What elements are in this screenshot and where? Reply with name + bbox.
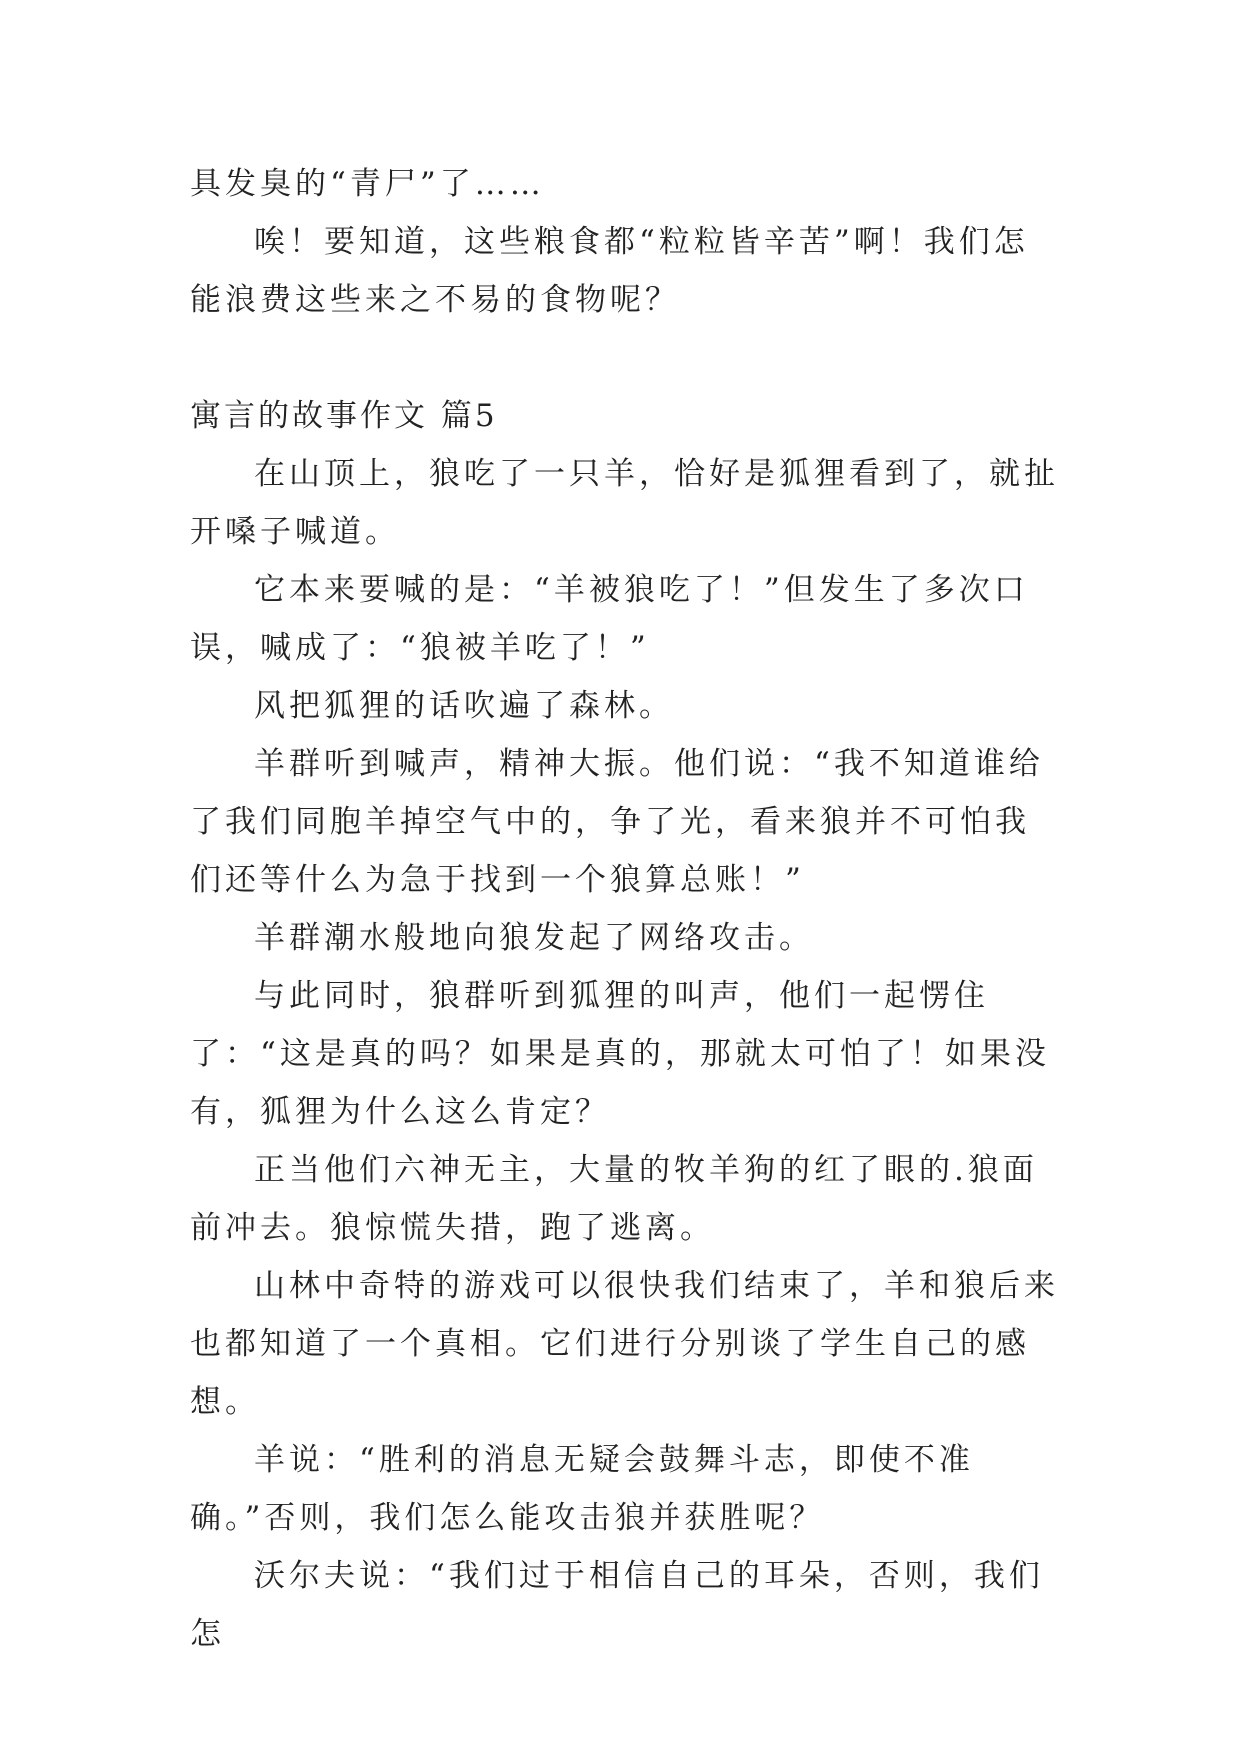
- paragraph: 它本来要喊的是：“羊被狼吃了！”但发生了多次口误，喊成了：“狼被羊吃了！”: [190, 572, 1029, 666]
- section-heading: 寓言的故事作文 篇5: [190, 398, 498, 434]
- paragraph: 山林中奇特的游戏可以很快我们结束了，羊和狼后来也都知道了一个真相。它们进行分别谈了学生自己的感想。: [190, 1268, 1059, 1420]
- section-gap: [190, 329, 1060, 387]
- document-body: [190, 155, 1060, 1663]
- paragraph: 羊群听到喊声，精神大振。他们说：“我不知道谁给了我们同胞羊掉空气中的，争了光，看来狼并不可怕我们还等什么为急于找到一个狼算总账！”: [190, 746, 1044, 898]
- paragraph-waste-food: 唉！要知道，这些粮食都“粒粒皆辛苦”啊！我们怎能浪费这些来之不易的食物呢？: [190, 224, 1029, 318]
- paragraph: 羊说：“胜利的消息无疑会鼓舞斗志，即使不准确。”否则，我们怎么能攻击狼并获胜呢？: [190, 1442, 974, 1536]
- paragraph-continuation: 具发臭的“青尸”了……: [190, 166, 545, 202]
- paragraph: 沃尔夫说：“我们过于相信自己的耳朵，否则，我们怎: [190, 1558, 1044, 1652]
- paragraph: 正当他们六神无主，大量的牧羊狗的红了眼的.狼面前冲去。狼惊慌失措，跑了逃离。: [190, 1152, 1038, 1246]
- paragraph: 在山顶上，狼吃了一只羊，恰好是狐狸看到了，就扯开嗓子喊道。: [190, 456, 1059, 550]
- paragraph: 羊群潮水般地向狼发起了网络攻击。: [254, 920, 814, 956]
- paragraph: 与此同时，狼群听到狐狸的叫声，他们一起愣住了：“这是真的吗？如果是真的，那就太可怕了！如果没有，狐狸为什么这么肯定？: [190, 978, 1050, 1130]
- paragraph: 风把狐狸的话吹遍了森林。: [254, 688, 674, 724]
